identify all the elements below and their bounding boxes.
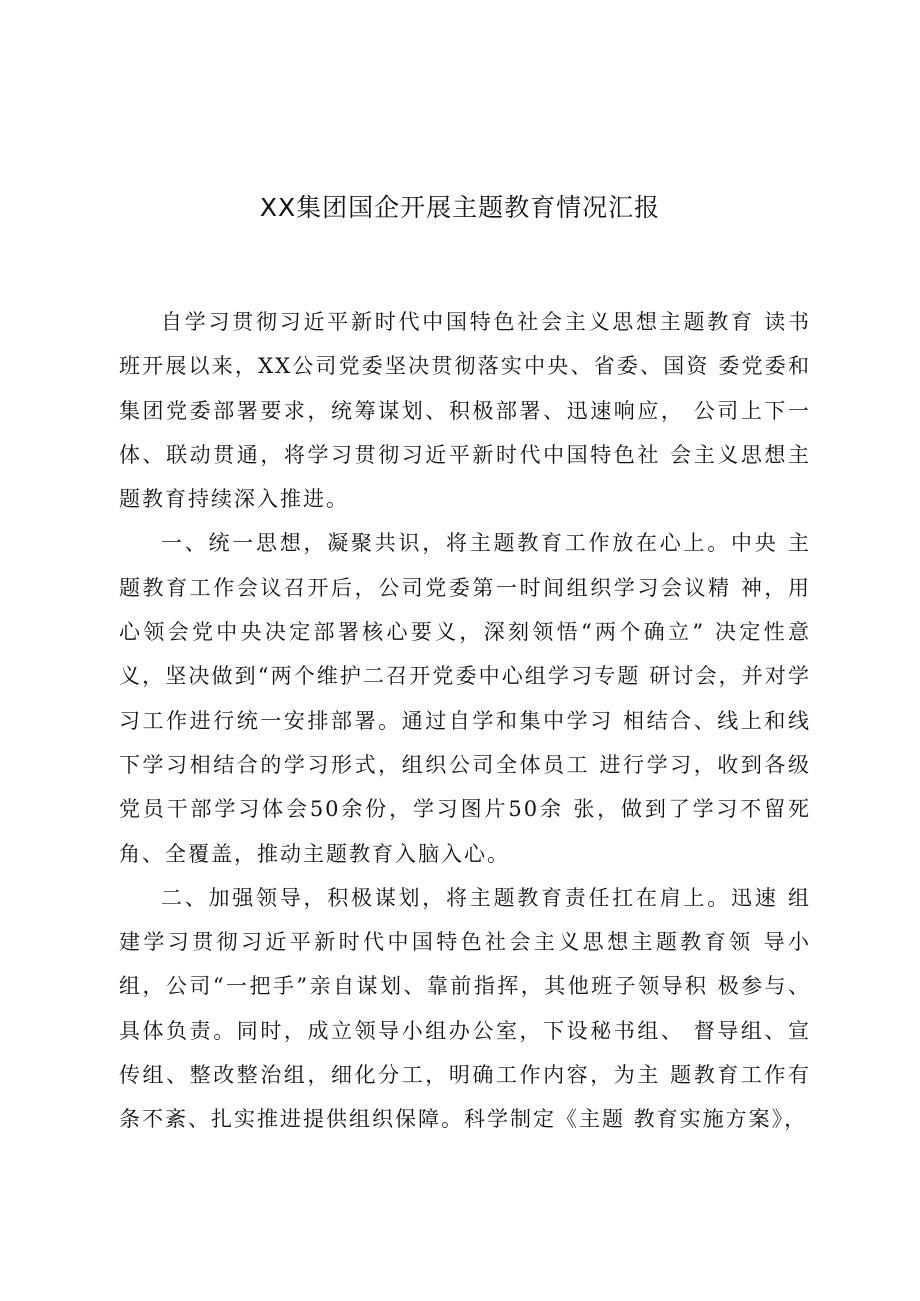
document-body [119,300,811,1142]
document-title: XX集团国企开展主题教育情况汇报 [259,193,661,222]
paragraph-intro: 自学习贯彻习近平新时代中国特色社会主义思想主题教育 读书班开展以来，XX公司党委坚决贯彻落实中央、省委、国资 委党委和集团党委部署要求，统筹谋划、积极部署、迅速响应， 公司上下一体、联动贯通，将学习贯彻习近平新时代中国特色社 会主义思想主题教育持续深入推进。 [119,310,811,512]
paragraph-section-two: 二、加强领导，积极谋划，将主题教育责任扛在肩上。迅速 组建学习贯彻习近平新时代中国特色社会主义思想主题教育领 导小组，公司“一把手”亲自谋划、靠前指挥，其他班子领导积 极参与、具体负责。同时，成立领导小组办公室，下设秘书组、 督导组、宣传组、整改整治组，细化分工，明确工作内容，为主 题教育工作有条不紊、扎实推进提供组织保障。科学制定《主题 教育实施方案》， [119,885,811,1132]
paragraph-section-one: 一、统一思想，凝聚共识，将主题教育工作放在心上。中央 主题教育工作会议召开后，公司党委第一时间组织学习会议精 神，用心领会党中央决定部署核心要义，深刻领悟“两个确立” 决定性意义，坚决做到“两个维护二召开党委中心组学习专题 研讨会，并对学习工作进行统一安排部署。通过自学和集中学习 相结合、线上和线下学习相结合的学习形式，组织公司全体员工 进行学习，收到各级党员干部学习体会50余份，学习图片50余 张，做到了学习不留死角、全覆盖，推动主题教育入脑入心。 [119,531,811,866]
